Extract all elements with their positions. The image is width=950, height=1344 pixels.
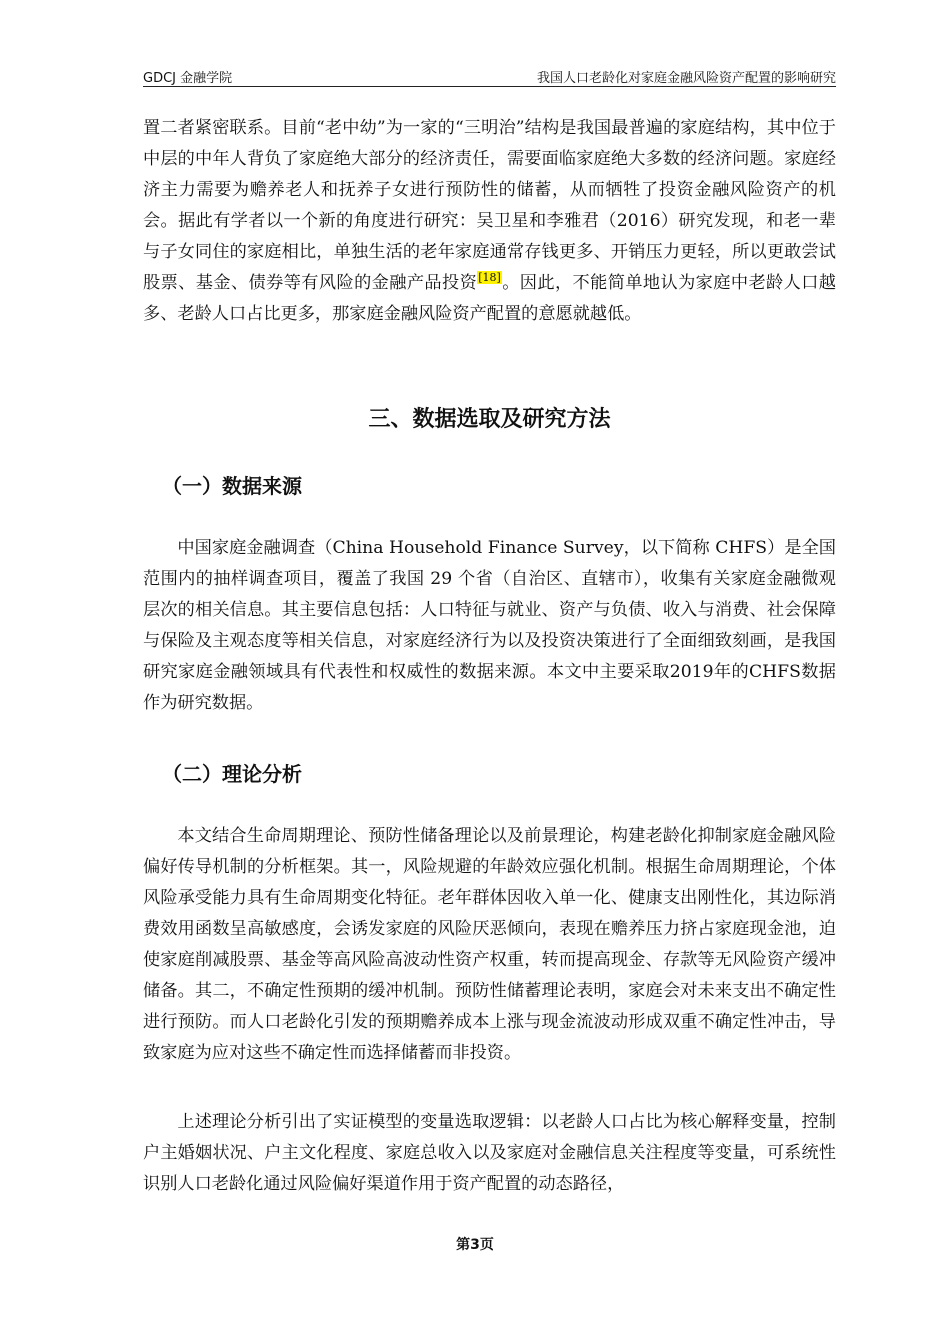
header-right: 我国人口老龄化对家庭金融风险资产配置的影响研究	[536, 71, 836, 86]
subsection-title-theory: （二）理论分析	[162, 762, 302, 786]
intro-text-2: 。因此，不能简单地认为家庭中老龄人口越多、老龄人口占比更多，那家庭金融风险资产配置的意愿就越低。	[143, 273, 836, 324]
theory-paragraph-1: 本文结合生命周期理论、预防性储备理论以及前景理论，构建老龄化抑制家庭金融风险偏好传导机制的分析框架。其一，风险规避的年龄效应强化机制。根据生命周期理论，个体风险承受能力具有生命周期变化特征。老年群体因收入单一化、健康支出刚性化，其边际消费效用函数呈高敏感度，会诱发家庭的风险厌恶倾向，表现在赡养压力挤占家庭现金池，迫使家庭削减股票、基金等高风险高波动性资产权重，转而提高现金、存款等无风险资产缓冲储备。其二，不确定性预期的缓冲机制。预防性储蓄理论表明，家庭会对未来支出不确定性进行预防。而人口老龄化引发的预期赡养成本上涨与现金流波动形成双重不确定性冲击，导致家庭为应对这些不确定性而选择储蓄而非投资。	[143, 826, 836, 1063]
section-title: 三、数据选取及研究方法	[368, 407, 611, 432]
page-header	[143, 66, 836, 87]
header-left: GDCJ 金融学院	[143, 71, 233, 86]
theory-paragraph-2: 上述理论分析引出了实证模型的变量选取逻辑：以老龄人口占比为核心解释变量，控制户主婚姻状况、户主文化程度、家庭总收入以及家庭对金融信息关注程度等变量，可系统性识别人口老龄化通过风险偏好渠道作用于资产配置的动态路径，	[143, 1112, 836, 1194]
intro-text-1: 置二者紧密联系。目前“老中幼”为一家的“三明治”结构是我国最普遍的家庭结构，其中位于中层的中年人背负了家庭绝大部分的经济责任，需要面临家庭绝大多数的经济问题。家庭经济主力需要为赡养老人和抚养子女进行预防性的储蓄，从而牺牲了投资金融风险资产的机会。据此有学者以一个新的角度进行研究：吴卫星和李雅君（2016）研究发现，和老一辈与子女同住的家庭相比，单独生活的老年家庭通常存钱更多、开销压力更轻，所以更敢尝试股票、基金、债券等有风险的金融产品投资	[143, 118, 836, 293]
citation-ref[interactable]: [18]	[478, 271, 501, 285]
subsection-title-data-source: （一）数据来源	[162, 474, 302, 498]
data-source-paragraph: 中国家庭金融调查（China Household Finance Survey，以下简称 CHFS）是全国范围内的抽样调查项目，覆盖了我国 29 个省（自治区、直辖市），收集有关家庭金融微观层次的相关信息。其主要信息包括：人口特征与就业、资产与负债、收入与消费、社会保障与保险及主观态度等相关信息，对家庭经济行为以及投资决策进行了全面细致刻画，是我国研究家庭金融领域具有代表性和权威性的数据来源。本文中主要采取2019年的CHFS数据作为研究数据。	[143, 538, 836, 713]
intro-paragraph	[143, 113, 836, 330]
page-number: 第3页	[456, 1237, 494, 1253]
